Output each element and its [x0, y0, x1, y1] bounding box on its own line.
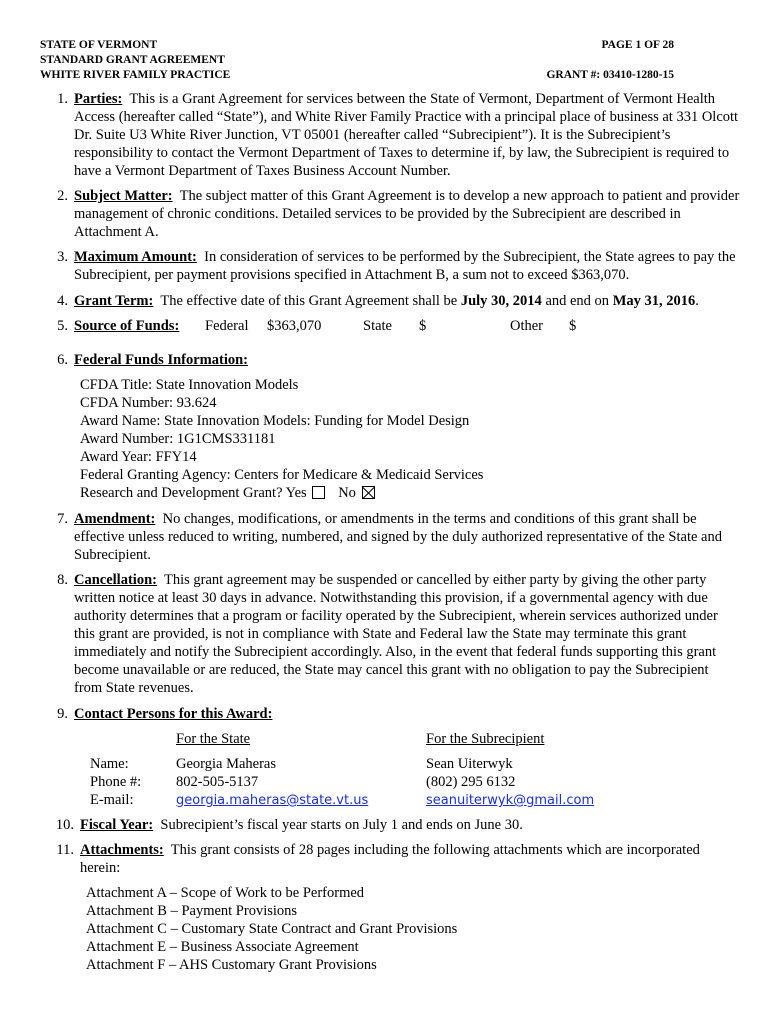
section-title: Maximum Amount:: [74, 249, 197, 265]
header-agreement-type: STANDARD GRANT AGREEMENT: [40, 54, 225, 66]
contact-sub-header: [426, 730, 544, 748]
email-label: E-mail:: [90, 792, 134, 808]
section-number: 2.: [57, 188, 68, 204]
section-body: No changes, modifications, or amendments in the terms and conditions of this grant shall be effective unless reduced to writing, numbered, and signed by the duly authorized representative of the State and Subrecipient.: [74, 511, 722, 563]
section-maximum-amount: [40, 248, 740, 284]
section-title: Fiscal Year:: [80, 817, 154, 833]
section-federal-funds: [40, 351, 740, 369]
attachment-list: [86, 884, 457, 974]
grant-number: GRANT #: 03410-1280-15: [546, 69, 674, 81]
research-question: [80, 484, 483, 502]
section-amendment: [40, 510, 740, 564]
col-sub-label: For the Subrecipient: [426, 731, 545, 747]
list-item: Attachment F – AHS Customary Grant Provisions: [86, 957, 377, 973]
section-cancellation: [40, 571, 740, 697]
federal-amount: $363,070: [267, 318, 322, 334]
section-number: 1.: [57, 91, 68, 107]
list-item: Attachment E – Business Associate Agreement: [86, 939, 359, 955]
section-title: Cancellation:: [74, 572, 157, 588]
section-body: The subject matter of this Grant Agreement is to develop a new approach to patient and provider management of chronic conditions. Detailed services to be provided by the Subrecipient are described in Attachment A.: [74, 188, 740, 240]
section-number: 11.: [56, 842, 74, 858]
section-title: Subject Matter:: [74, 188, 173, 204]
contact-state: [176, 755, 368, 810]
section-contacts: [40, 705, 740, 723]
term-end-date: May 31, 2016: [612, 293, 696, 309]
section-number: 3.: [57, 249, 68, 265]
award-number: Award Number: 1G1CMS331181: [80, 431, 276, 447]
section-number: 6.: [57, 352, 68, 368]
phone-label: Phone #:: [90, 774, 142, 790]
state-contact-email-link[interactable]: georgia.maheras@state.vt.us: [176, 793, 369, 808]
section-title: Attachments:: [80, 842, 164, 858]
sub-contact-email-link[interactable]: seanuiterwyk@gmail.com: [426, 793, 595, 808]
section-number: 8.: [57, 572, 68, 588]
section-source-of-funds: [40, 317, 740, 335]
section-parties: [40, 90, 740, 180]
section-number: 7.: [57, 511, 68, 527]
term-mid: and end on: [545, 293, 610, 309]
granting-agency: Federal Granting Agency: Centers for Medicare & Medicaid Services: [80, 467, 484, 483]
section-body: This is a Grant Agreement for services between the State of Vermont, Department of Vermont Health Access (hereafter called “State”), and White River Family Practice with a principal place of business at 331 Olcott Dr. Suite U3 White River Junction, VT 05001 (hereafter called “Subrecipient”). It is the Subrecipient’s responsibility to contact the Vermont Department of Taxes to determine if, by law, the Subrecipient is required to have a Vermont Department of Taxes Business Account Number.: [74, 91, 739, 179]
contact-state-header: [176, 730, 250, 748]
cfda-number: CFDA Number: 93.624: [80, 395, 217, 411]
state-amount: $: [419, 318, 427, 334]
header-state: STATE OF VERMONT: [40, 39, 158, 51]
section-body: This grant agreement may be suspended or cancelled by either party by giving the other party written notice at least 30 days in advance. Notwithstanding this provision, if a governmental agency with due authority determines that a program or facility operated by the Subrecipient, wherein services authorized under this grant are provided, is not in compliance with State and Federal law the State may terminate this grant immediately and notify the Subrecipient accordingly. Also, in the event that federal funds supporting this grant become unavailable or are reduced, the State may cancel this grant with no obligation to pay the Subrecipient from State revenues.: [74, 572, 718, 696]
page-number: PAGE 1 OF 28: [601, 39, 674, 51]
federal-funds-details: [80, 376, 483, 502]
research-question-label: Research and Development Grant? Yes: [80, 485, 307, 501]
document-header-right: [546, 38, 674, 83]
sub-contact-phone: (802) 295 6132: [426, 774, 516, 790]
section-body: Subrecipient’s fiscal year starts on July 1 and ends on June 30.: [160, 817, 523, 833]
section-title: Contact Persons for this Award:: [74, 706, 273, 722]
section-number: 5.: [57, 318, 68, 334]
section-title: Federal Funds Information:: [74, 352, 248, 368]
term-intro: The effective date of this Grant Agreement shall be: [160, 293, 458, 309]
list-item: Attachment A – Scope of Work to be Performed: [86, 885, 365, 901]
cfda-title: CFDA Title: State Innovation Models: [80, 377, 299, 393]
section-title: Grant Term:: [74, 293, 154, 309]
document-header-left: [40, 38, 230, 83]
section-title: Parties:: [74, 91, 123, 107]
other-label: Other: [510, 318, 544, 334]
section-title: Amendment:: [74, 511, 156, 527]
col-state-label: For the State: [176, 731, 251, 747]
section-fiscal-year: [40, 816, 740, 834]
state-contact-phone: 802-505-5137: [176, 774, 259, 790]
name-label: Name:: [90, 756, 129, 772]
no-checkbox-checked[interactable]: [362, 486, 375, 499]
sub-contact-name: Sean Uiterwyk: [426, 756, 513, 772]
section-number: 9.: [57, 706, 68, 722]
list-item: Attachment C – Customary State Contract and Grant Provisions: [86, 921, 458, 937]
other-amount: $: [569, 318, 577, 334]
no-label: No: [338, 485, 356, 501]
term-start-date: July 30, 2014: [460, 293, 542, 309]
state-contact-name: Georgia Maheras: [176, 756, 276, 772]
award-year: Award Year: FFY14: [80, 449, 197, 465]
section-number: 10.: [55, 817, 74, 833]
section-attachments: [40, 841, 740, 877]
section-number: 4.: [57, 293, 68, 309]
section-body: In consideration of services to be performed by the Subrecipient, the State agrees to pay the Subrecipient, per payment provisions specified in Attachment B, a sum not to exceed $363,070.: [74, 249, 736, 283]
section-title: Source of Funds:: [74, 318, 180, 334]
contact-subrecipient: [426, 755, 594, 810]
contact-labels: [90, 755, 141, 809]
award-name: Award Name: State Innovation Models: Funding for Model Design: [80, 413, 470, 429]
section-subject-matter: [40, 187, 740, 241]
state-label: State: [363, 318, 392, 334]
list-item: Attachment B – Payment Provisions: [86, 903, 298, 919]
term-period: .: [695, 293, 699, 309]
federal-label: Federal: [205, 318, 249, 334]
section-grant-term: [40, 292, 740, 310]
header-grantee: WHITE RIVER FAMILY PRACTICE: [40, 69, 231, 81]
section-body: This grant consists of 28 pages including the following attachments which are incorporated herein:: [80, 842, 700, 876]
yes-checkbox[interactable]: [312, 486, 325, 499]
